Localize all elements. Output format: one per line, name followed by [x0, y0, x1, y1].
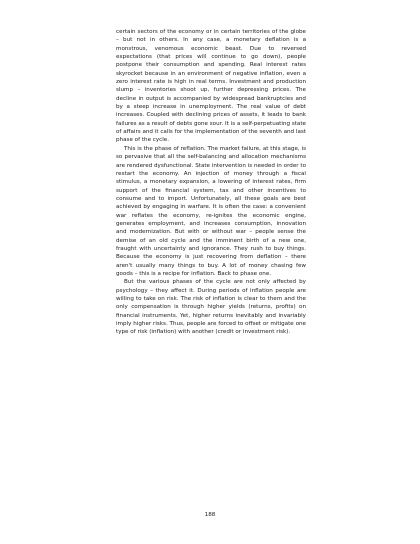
paragraph-3: But the various phases of the cycle are not only affected by psychology – they affect it. During periods of inflation people are willing to take on risk. The risk of inflation is clear to them and the only compensation is through higher yields (returns, profits) on financial instruments. Yet, higher returns inevitably and invariably imply higher risks. Thus, people are forced to offset or mitigate one type of risk (inflation) with another (credit or investment risk).	[116, 279, 306, 336]
body-text	[116, 28, 306, 337]
paragraph-2: This is the phase of reflation. The market failure, at this stage, is so pervasive that all the self-balancing and allocation mechanisms are rendered dysfunctional. State intervention is needed in order to restart the economy. An injection of money through a fiscal stimulus, a monetary expansion, a lowering of interest rates, firm support of the financial system, tax and other incentives to consume and to import. Unfortunately, all these goals are best achieved by engaging in warfare. It is often the case: a convenient war reflates the economy, re-ignites the economic engine, generates employment, and increases consumption, innovation and modernization. But with or without war – people sense the demise of an old cycle and the imminent birth of a new one, fraught with uncertainty and ignorance. They rush to buy things. Because the economy is just recovering from deflation – there aren't usually many things to buy. A lot of money chasing few goods – this is a recipe for inflation. Back to phase one.	[116, 145, 306, 277]
paragraph-1: certain sectors of the economy or in certain territories of the globe – but not in others. In any case, a monetary deflation is a monstrous, venomous economic beast. Due to reversed expectations (that prices will continue to go down), people postpone their consumption and spending. Real interest rates skyrocket because in an environment of negative inflation, even a zero interest rate is high in real terms. Investment and production slump – inventories shoot up, further depressing prices. The decline in output is accompanied by widespread bankruptcies and by a steep increase in unemployment. The real value of debt increases. Coupled with declining prices of assets, it leads to bank failures as a result of debts gone sour. It is a self-perpetuating state of affairs and it calls for the implementation of the seventh and last phase of the cycle.	[116, 29, 306, 144]
page-number: 188	[204, 512, 216, 518]
